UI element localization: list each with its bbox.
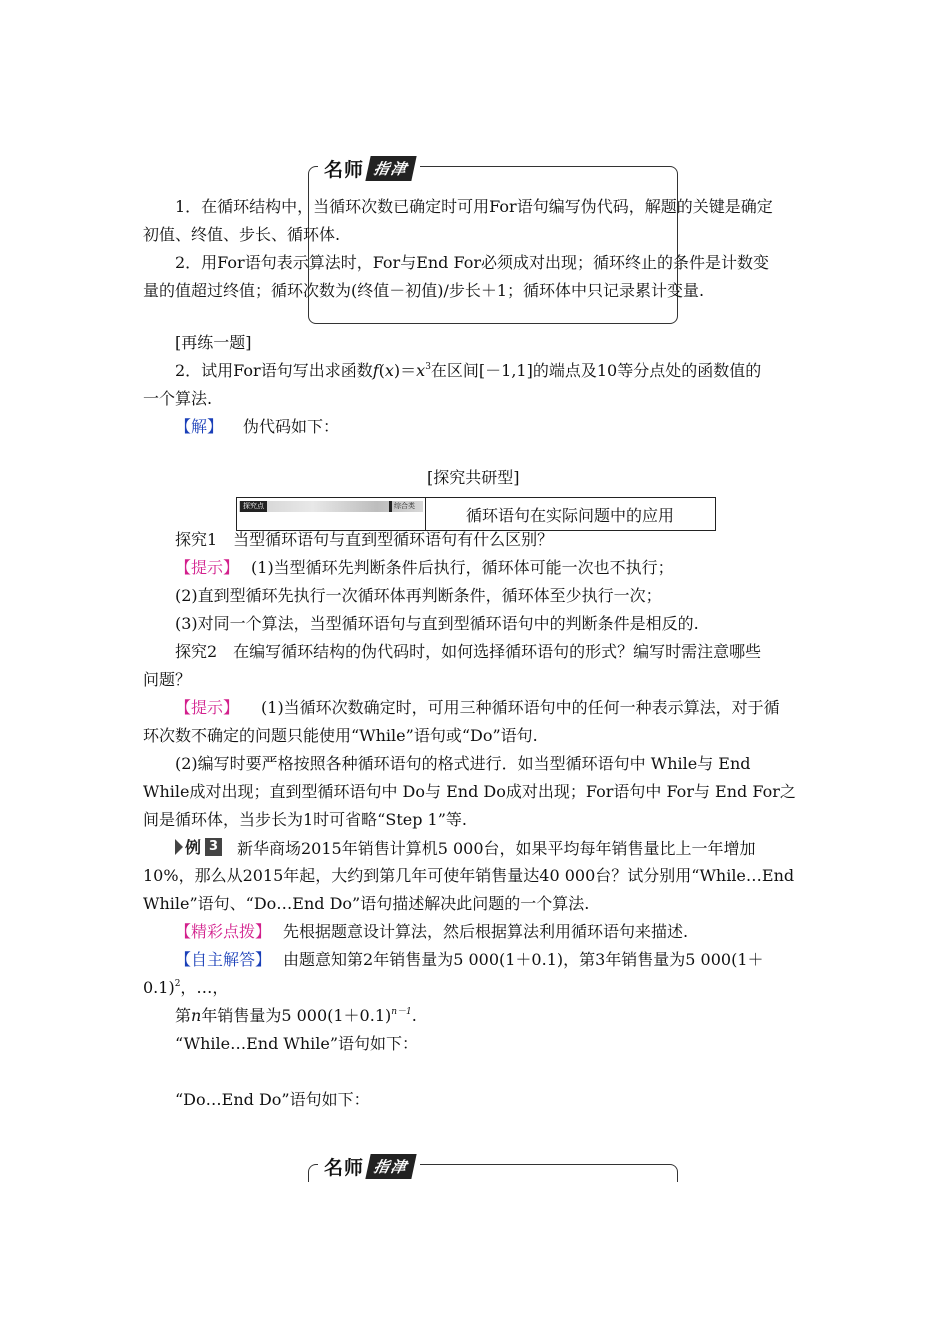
explore-answer-line: While成对出现；直到型循环语句中 Do与 End Do成对出现；For语句中 For与 End For之 <box>143 782 796 801</box>
practice-question-cont: 一个算法. <box>143 389 213 408</box>
explore-answer-line: (2)编写时要严格按照各种循环语句的格式进行．如当型循环语句中 While与 End <box>175 754 751 773</box>
q-fn: f <box>372 361 379 380</box>
triangle-icon <box>175 839 183 855</box>
example-line: While”语句、“Do…End Do”语句描述解决此问题的一个算法. <box>143 894 590 913</box>
tip-line: 量的值超过终值；循环次数为(终值－初值)/步长＋1；循环体中只记录累计变量. <box>143 281 705 300</box>
tip-line: 1．在循环结构中，当循环次数已确定时可用For语句编写伪代码，解题的关键是确定 <box>175 197 773 216</box>
example-label: 例 <box>185 838 202 857</box>
tip-line: 初值、终值、步长、循环体. <box>143 225 341 244</box>
example-line <box>175 837 756 860</box>
topic-table-title: 循环语句在实际问题中的应用 <box>465 505 674 525</box>
q-text: 在区间[－1,1]的端点及10等分点处的函数值的 <box>430 361 762 380</box>
solution-line <box>175 416 339 438</box>
q-text: ( <box>378 361 385 380</box>
teacher-tips-badge-2 <box>318 1151 420 1181</box>
explore-answer-line: 间是循环体，当步长为1时可省略“Step 1”等. <box>143 810 467 829</box>
q-var: x <box>416 361 426 380</box>
teacher-tips-badge <box>318 153 420 183</box>
table-tag-comprehensive: 综合类 <box>389 501 417 512</box>
explore-question-2: 探究2 在编写循环结构的伪代码时，如何选择循环语句的形式？编写时需注意哪些 <box>175 642 762 661</box>
tip-tag: 【提示】 <box>175 698 240 717</box>
answer-text: ，…， <box>180 978 229 997</box>
answer-tag: 【自主解答】 <box>175 950 272 969</box>
solution-tag: 【解】 <box>175 417 224 436</box>
answer-text: 0.1) <box>143 978 175 997</box>
topic-table-left <box>237 498 426 530</box>
example-icon <box>175 837 225 857</box>
explore-answer-line: (2)直到型循环先执行一次循环体再判断条件，循环体至少执行一次； <box>175 586 662 605</box>
example-line: 10%，那么从2015年起，大约到第几年可使年销售量达40 000台？试分别用“While…End <box>143 866 795 885</box>
explore-heading: [探究共研型] <box>427 468 520 487</box>
q-text: )＝ <box>393 361 417 380</box>
answer-exponent: 2 <box>174 979 181 989</box>
hint-text: 先根据题意设计算法，然后根据算法利用循环语句来描述. <box>283 922 689 941</box>
badge-emblem: 指津 <box>365 156 416 181</box>
answer-line <box>175 1005 417 1027</box>
topic-table <box>236 497 716 531</box>
hint-tag: 【精彩点拨】 <box>175 922 272 941</box>
table-tag-explore: 探究点 <box>240 501 267 512</box>
explore-question-2-cont: 问题？ <box>143 670 192 689</box>
badge-emblem: 指津 <box>365 1154 416 1179</box>
page-bottom-mask <box>300 1182 700 1222</box>
explore-answer-line: 环次数不确定的问题只能使用“While”语句或“Do”语句. <box>143 726 538 745</box>
while-heading: “While…End While”语句如下： <box>175 1034 419 1053</box>
answer-line <box>175 949 764 971</box>
badge-title: 名师 <box>324 158 365 181</box>
answer-text: (1)当型循环先判断条件后执行，循环体可能一次也不执行； <box>251 558 674 577</box>
solution-text: 伪代码如下： <box>243 417 340 436</box>
answer-text: . <box>411 1006 417 1025</box>
q-text: 2．试用For语句写出求函数 <box>175 361 373 380</box>
answer-exponent: n－1 <box>391 1007 412 1017</box>
practice-header: [再练一题] <box>175 333 252 352</box>
hint-line <box>175 921 688 943</box>
answer-text: (1)当循环次数确定时，可用三种循环语句中的任何一种表示算法，对于循 <box>261 698 780 717</box>
explore-answer-line <box>175 557 674 579</box>
explore-answer-line <box>175 697 780 719</box>
answer-text: 第 <box>175 1006 192 1025</box>
q-exponent: 3 <box>425 362 431 372</box>
badge-title: 名师 <box>324 1156 365 1179</box>
example-number: 3 <box>205 838 222 856</box>
q-var: x <box>384 361 394 380</box>
explore-answer-line: (3)对同一个算法，当型循环语句与直到型循环语句中的判断条件是相反的. <box>175 614 699 633</box>
practice-question <box>175 360 761 382</box>
tip-line: 2．用For语句表示算法时，For与End For必须成对出现；循环终止的条件是计数变 <box>175 253 770 272</box>
answer-text: 年销售量为5 000(1＋0.1) <box>201 1006 392 1025</box>
tip-tag: 【提示】 <box>175 558 240 577</box>
answer-var: n <box>191 1006 202 1025</box>
example-text: 新华商场2015年销售计算机5 000台，如果平均每年销售量比上一年增加 <box>237 839 756 858</box>
explore-question-1: 探究1 当型循环语句与直到型循环语句有什么区别？ <box>175 530 554 549</box>
answer-text: 由题意知第2年销售量为5 000(1＋0.1)，第3年销售量为5 000(1＋ <box>283 950 764 969</box>
answer-line <box>143 977 228 999</box>
do-heading: “Do…End Do”语句如下： <box>175 1090 370 1109</box>
